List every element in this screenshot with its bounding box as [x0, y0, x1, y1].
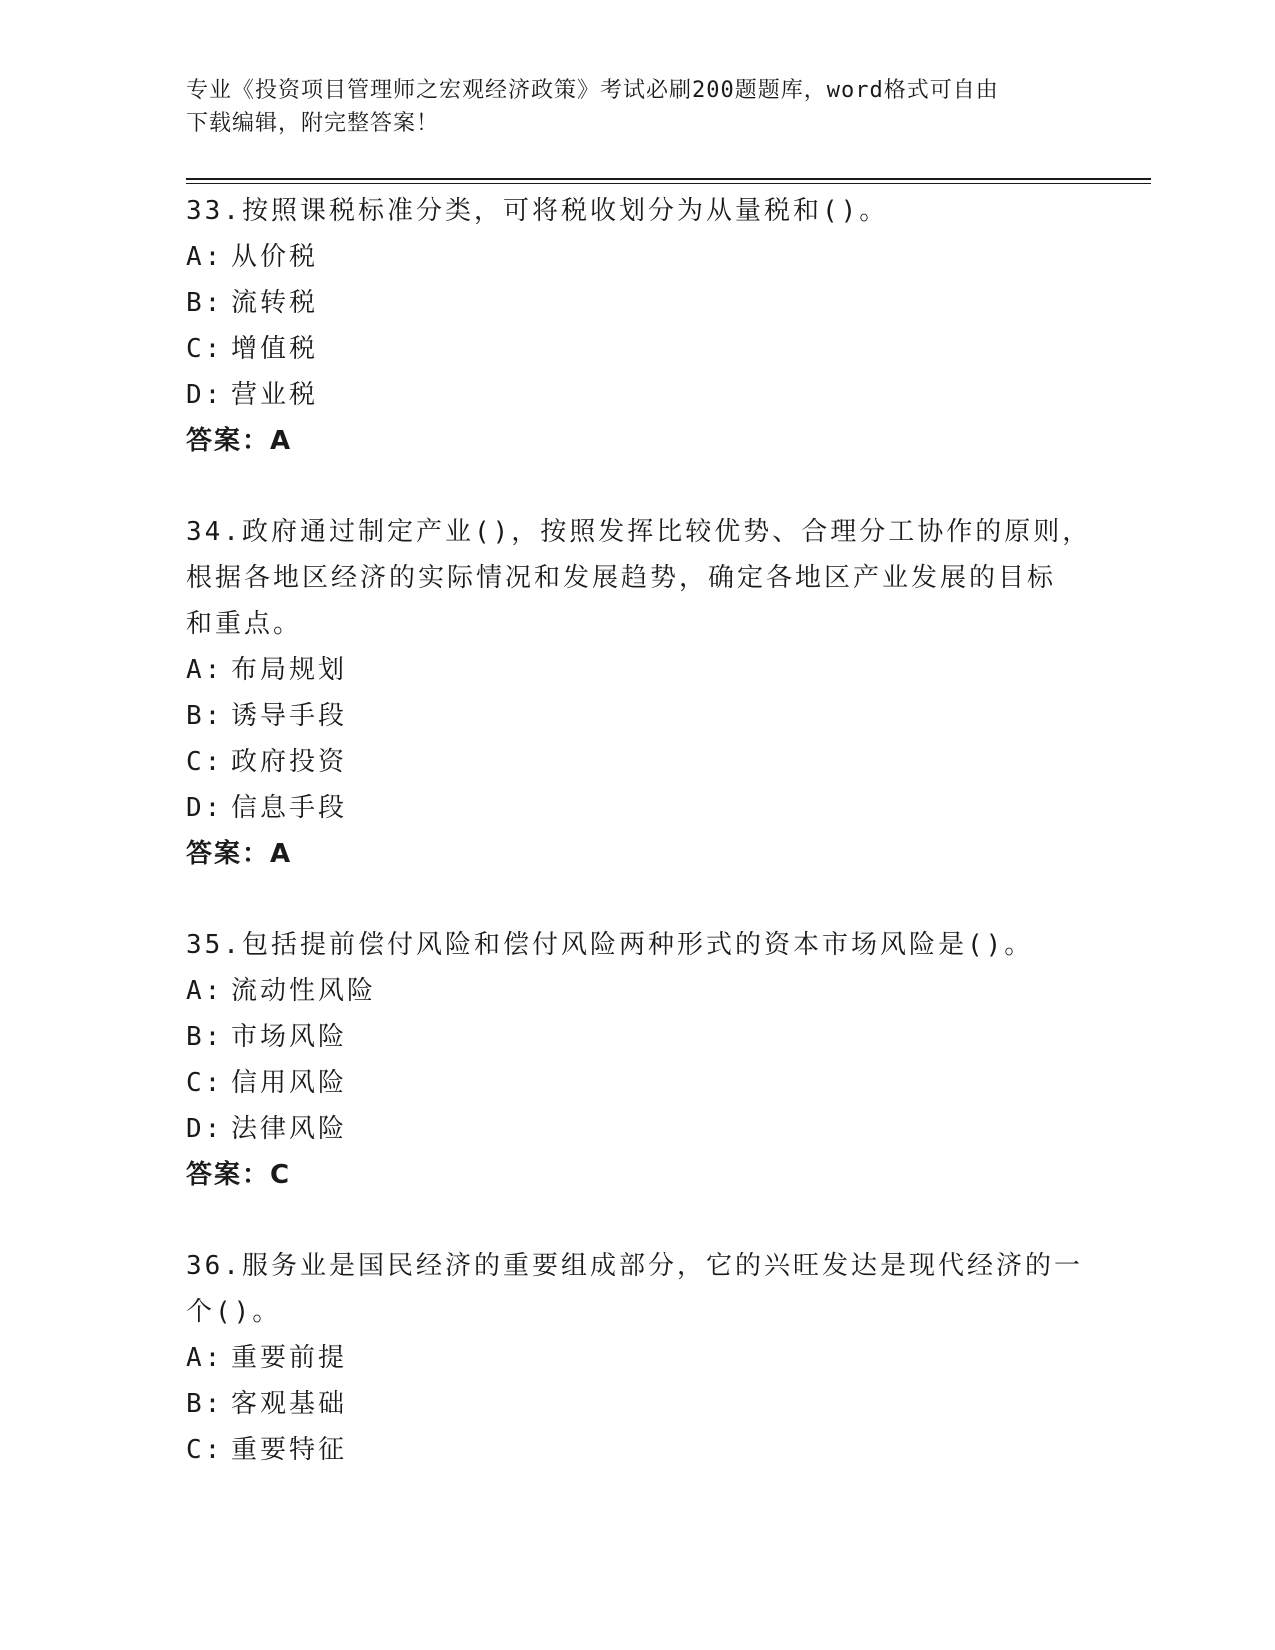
- option-text: 流动性风险: [231, 976, 377, 1006]
- question-stem-line: [186, 509, 1092, 555]
- option-letter: B:: [186, 1022, 224, 1052]
- answer-key: 答案：C: [186, 1160, 292, 1190]
- question-block: [186, 509, 1092, 877]
- option-text: 重要前提: [231, 1343, 348, 1373]
- question-stem-text: 包括提前偿付风险和偿付风险两种形式的资本市场风险是()。: [241, 930, 1034, 960]
- answer-option: [186, 785, 1086, 831]
- question-number: 33.: [186, 196, 242, 226]
- question-number: 35.: [186, 930, 242, 960]
- answer-option: [186, 326, 1086, 372]
- question-stem-text: 政府通过制定产业()，按照发挥比较优势、合理分工协作的原则，: [241, 517, 1092, 547]
- question-stem-line: [186, 188, 1086, 234]
- question-stem-text: 服务业是国民经济的重要组成部分，它的兴旺发达是现代经济的一: [241, 1251, 1083, 1281]
- question-stem-text: 和重点。: [186, 609, 303, 639]
- option-letter: C:: [186, 1435, 224, 1465]
- question-block: [186, 922, 1086, 1198]
- question-stem-text: 根据各地区经济的实际情况和发展趋势，确定各地区产业发展的目标: [186, 563, 1057, 593]
- answer-option: [186, 372, 1086, 418]
- option-text: 营业税: [231, 380, 319, 410]
- option-text: 诱导手段: [231, 701, 348, 731]
- option-letter: D:: [186, 1114, 224, 1144]
- option-text: 布局规划: [231, 655, 348, 685]
- option-letter: D:: [186, 793, 224, 823]
- option-letter: C:: [186, 334, 224, 364]
- answer-key: 答案：A: [186, 839, 293, 869]
- header-intro-line-2: 下载编辑，附完整答案！: [186, 111, 440, 136]
- answer-option: [186, 1335, 1086, 1381]
- answer-option: [186, 1427, 1086, 1473]
- question-number: 36.: [186, 1251, 242, 1281]
- answer-key: 答案：A: [186, 426, 293, 456]
- question-list: [186, 188, 1092, 1518]
- question-block: [186, 1243, 1086, 1473]
- document-header: [186, 74, 1066, 140]
- option-letter: A:: [186, 1343, 224, 1373]
- question-stem-line: [186, 922, 1086, 968]
- answer-option: [186, 234, 1086, 280]
- option-text: 增值税: [231, 334, 319, 364]
- answer-option: [186, 1106, 1086, 1152]
- option-letter: B:: [186, 1389, 224, 1419]
- question-stem-text: 按照课税标准分类，可将税收划分为从量税和()。: [241, 196, 889, 226]
- answer-option: [186, 1060, 1086, 1106]
- question-block: [186, 188, 1086, 464]
- question-stem-line: [186, 555, 1086, 601]
- option-letter: B:: [186, 701, 224, 731]
- option-text: 法律风险: [231, 1114, 348, 1144]
- option-text: 政府投资: [231, 747, 348, 777]
- answer-option: [186, 1381, 1086, 1427]
- option-letter: C:: [186, 1068, 224, 1098]
- option-letter: B:: [186, 288, 224, 318]
- option-text: 市场风险: [231, 1022, 348, 1052]
- answer-option: [186, 693, 1086, 739]
- header-divider-thin: [186, 183, 1151, 184]
- option-letter: D:: [186, 380, 224, 410]
- option-text: 信息手段: [231, 793, 348, 823]
- question-stem-text: 个()。: [186, 1297, 282, 1327]
- option-letter: A:: [186, 655, 224, 685]
- answer-option: [186, 968, 1086, 1014]
- question-stem-line: [186, 1243, 1086, 1289]
- option-text: 客观基础: [231, 1389, 348, 1419]
- option-text: 重要特征: [231, 1435, 348, 1465]
- answer-option: [186, 280, 1086, 326]
- header-divider-thick: [186, 178, 1151, 180]
- option-letter: A:: [186, 242, 224, 272]
- option-letter: C:: [186, 747, 224, 777]
- option-letter: A:: [186, 976, 224, 1006]
- answer-option: [186, 1014, 1086, 1060]
- question-stem-line: [186, 601, 1086, 647]
- header-intro-line-1: 专业《投资项目管理师之宏观经济政策》考试必刷200题题库，word格式可自由: [186, 78, 999, 103]
- answer-option: [186, 647, 1086, 693]
- answer-option: [186, 739, 1086, 785]
- option-text: 信用风险: [231, 1068, 348, 1098]
- option-text: 流转税: [231, 288, 319, 318]
- question-number: 34.: [186, 517, 242, 547]
- question-stem-line: [186, 1289, 1086, 1335]
- option-text: 从价税: [231, 242, 319, 272]
